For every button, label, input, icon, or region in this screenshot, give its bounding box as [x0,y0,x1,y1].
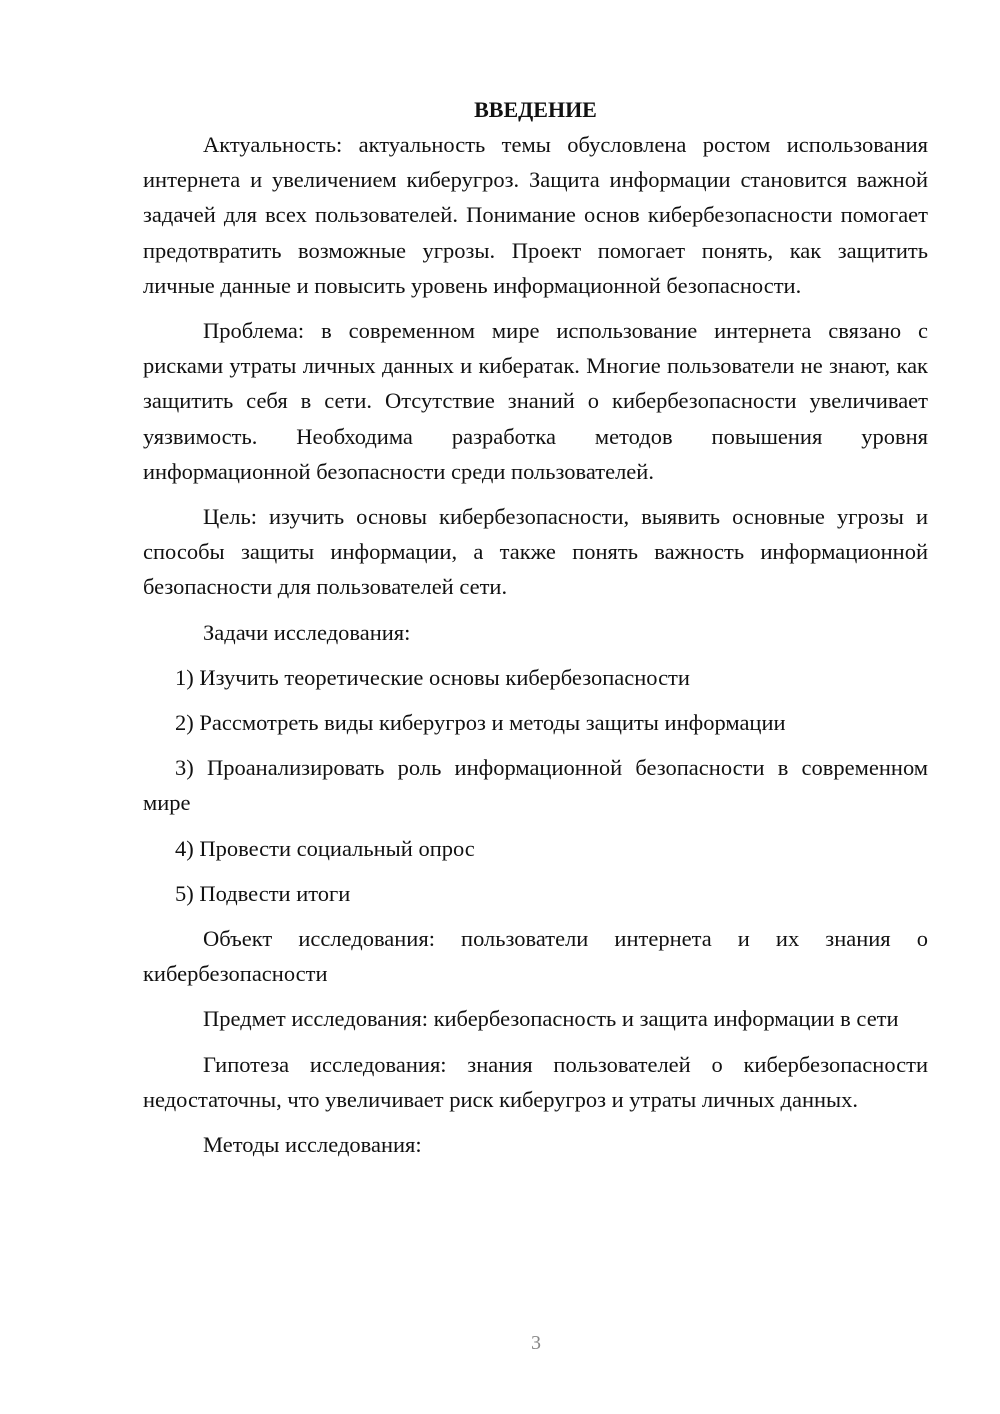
document-body [143,92,928,1162]
subject-paragraph: Предмет исследования: кибербезопасность и защита информации в сети [203,1006,899,1032]
paragraph-gap [143,740,928,750]
paragraph-gap [143,303,928,313]
goal-paragraph: Цель: изучить основы кибербезопасности, выявить основные угрозы и способы защиты информации, а также понять важность информационной безопасности для пользователей сети. [143,504,928,600]
page-number: 3 [531,1332,541,1354]
paragraph-gap [143,650,928,660]
paragraph-gap [143,821,928,831]
page-title: ВВЕДЕНИЕ [474,97,597,122]
object-paragraph: Объект исследования: пользователи интернета и их знания о кибербезопасности [143,926,928,987]
paragraph-gap [143,1117,928,1127]
paragraph-gap [143,1037,928,1047]
paragraph-gap [143,605,928,615]
task-item-4: 4) Провести социальный опрос [175,835,475,861]
paragraph-gap [143,489,928,499]
task-item-2: 2) Рассмотреть виды киберугроз и методы защиты информации [175,710,786,736]
paragraph-gap [143,991,928,1001]
task-item-3: 3) Проанализировать роль информационной безопасности в современном мире [143,755,928,816]
problem-paragraph: Проблема: в современном мире использование интернета связано с рисками утраты личных данных и кибератак. Многие пользователи не знают, как защитить себя в сети. Отсутствие знаний о кибербезопасности увеличивает уязвимость. Необходима разработка методов повышения уровня информационной безопасности среди пользователей. [143,318,928,484]
hypothesis-paragraph: Гипотеза исследования: знания пользователей о кибербезопасности недостаточны, что увеличивает риск киберугроз и утраты личных данных. [143,1051,928,1112]
methods-heading: Методы исследования: [203,1132,422,1158]
relevance-paragraph: Актуальность: актуальность темы обусловлена ростом использования интернета и увеличением киберугроз. Защита информации становится важной задачей для всех пользователей. Понимание основ кибербезопасности помогает предотвратить возможные угрозы. Проект помогает понять, как защитить личные данные и повысить уровень информационной безопасности. [143,132,928,298]
paragraph-gap [143,866,928,876]
paragraph-gap [143,695,928,705]
task-item-1: 1) Изучить теоретические основы кибербезопасности [175,664,690,690]
tasks-heading: Задачи исследования: [203,619,411,645]
task-item-5: 5) Подвести итоги [175,880,351,906]
paragraph-gap [143,911,928,921]
